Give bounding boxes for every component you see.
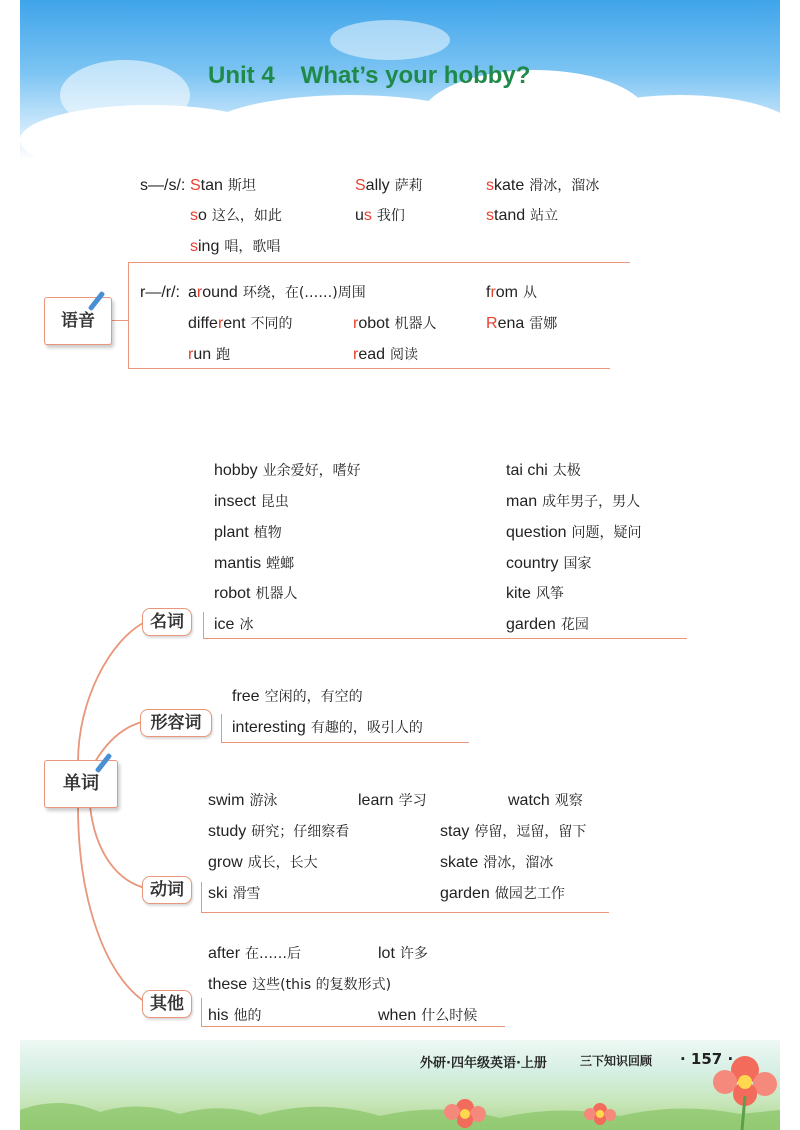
phonics-word: skate 滑冰，溜冰 (486, 177, 600, 194)
grass (20, 1103, 780, 1130)
phonics-word: us 我们 (355, 207, 405, 224)
page-number: · 157 · (680, 1050, 734, 1068)
other-item: his 他的 (208, 1007, 262, 1024)
bracket-line (221, 714, 222, 742)
noun-item: question 问题，疑问 (506, 524, 642, 541)
verb-item: learn 学习 (358, 792, 427, 809)
noun-item: mantis 螳螂 (214, 555, 295, 572)
branch-adjectives (95, 722, 142, 762)
bracket-line (201, 912, 609, 913)
verbs-label: 动词 (142, 876, 192, 904)
adjective-item: free 空闲的，有空的 (232, 688, 363, 705)
verb-item: skate 滑冰，溜冰 (440, 854, 554, 871)
phonics-word: robot 机器人 (353, 315, 437, 332)
adjective-item: interesting 有趣的，吸引人的 (232, 719, 423, 736)
bracket-line (203, 638, 687, 639)
branch-verbs (90, 806, 145, 888)
other-item: after 在……后 (208, 945, 302, 962)
verb-item: grow 成长，长大 (208, 854, 318, 871)
phonics-word: so 这么，如此 (190, 207, 282, 224)
vocab-label: 单词 (44, 760, 118, 808)
phonics-word: run 跑 (188, 346, 231, 363)
phonics-s-marker: s—/s/: (140, 177, 186, 194)
other-item: these 这些(this 的复数形式) (208, 976, 392, 993)
phonics-word: stand 站立 (486, 207, 559, 224)
noun-item: insect 昆虫 (214, 493, 289, 510)
verb-item: ski 滑雪 (208, 885, 261, 902)
unit-number: Unit 4 (208, 62, 275, 89)
bracket-line (201, 1026, 505, 1027)
phonics-label: 语音 (44, 297, 112, 345)
bracket-line (221, 742, 469, 743)
grass-flowers-illustration (20, 1040, 780, 1130)
noun-item: tai chi 太极 (506, 462, 581, 479)
bracket-line (203, 612, 204, 638)
noun-item: kite 风筝 (506, 585, 564, 602)
noun-item: plant 植物 (214, 524, 282, 541)
verb-item: garden 做园艺工作 (440, 885, 565, 902)
verb-item: study 研究；仔细察看 (208, 823, 350, 840)
noun-item: man 成年男子，男人 (506, 493, 641, 510)
phonics-word: sing 唱，歌唱 (190, 238, 281, 255)
unit-question: What’s your hobby? (300, 62, 531, 89)
phonics-word: Rena 雷娜 (486, 315, 558, 332)
footer-book-title: 外研·四年级英语·上册 (420, 1056, 547, 1071)
other-item: when 什么时候 (378, 1007, 478, 1024)
bracket-line (201, 882, 202, 912)
bracket-line (201, 998, 202, 1026)
verb-item: watch 观察 (508, 792, 583, 809)
phonics-word: read 阅读 (353, 346, 419, 363)
phonics-word: different 不同的 (188, 315, 293, 332)
noun-item: hobby 业余爱好，嗜好 (214, 462, 361, 479)
verb-item: stay 停留，逗留，留下 (440, 823, 587, 840)
branch-others (78, 806, 145, 1002)
phonics-word: from 从 (486, 284, 538, 301)
other-item: lot 许多 (378, 945, 428, 962)
noun-item: garden 花园 (506, 616, 589, 633)
footer-section: 三下知识回顾 (580, 1054, 653, 1068)
nouns-label: 名词 (142, 608, 192, 636)
adjectives-label: 形容词 (140, 709, 212, 737)
phonics-word: Sally 萨莉 (355, 177, 423, 194)
others-label: 其他 (142, 990, 192, 1018)
noun-item: country 国家 (506, 555, 592, 572)
noun-item: robot 机器人 (214, 585, 298, 602)
verb-item: swim 游泳 (208, 792, 278, 809)
phonics-word: Stan 斯坦 (190, 177, 256, 194)
phonics-r-marker: r—/r/: (140, 284, 180, 301)
phonics-word: around 环绕，在(……)周围 (188, 284, 366, 301)
noun-item: ice 冰 (214, 616, 254, 633)
